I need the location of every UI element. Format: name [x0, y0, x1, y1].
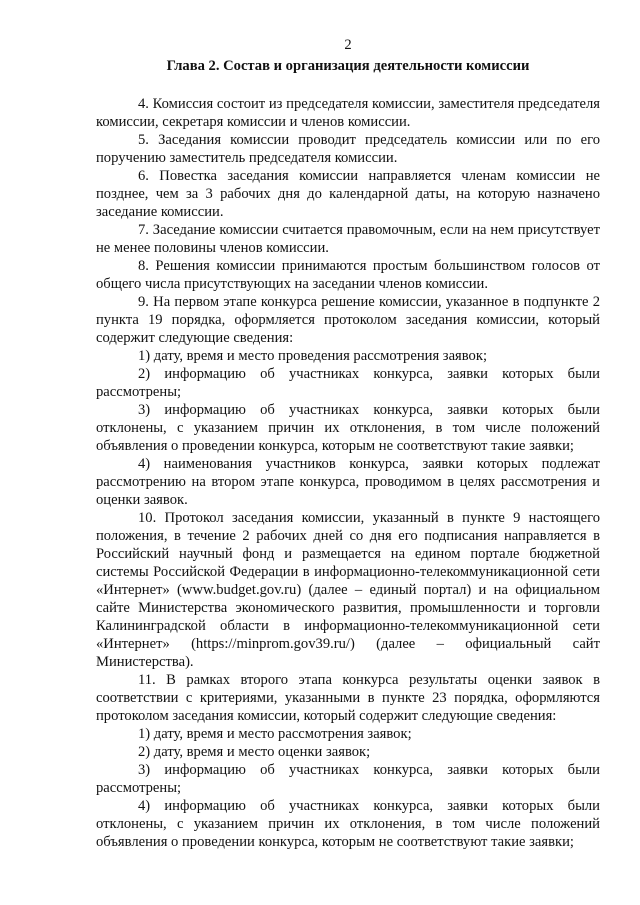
- paragraph-5: 5. Заседания комиссии проводит председатель комиссии или по его поручению заместитель председателя комиссии.: [96, 132, 600, 166]
- paragraph-8: 8. Решения комиссии принимаются простым большинством голосов от общего числа присутствующих на заседании членов комиссии.: [96, 258, 600, 292]
- paragraph-4: 4. Комиссия состоит из председателя комиссии, заместителя председателя комиссии, секретаря комиссии и членов комиссии.: [96, 96, 600, 130]
- paragraph-9-item-2: 2) информацию об участниках конкурса, заявки которых были рассмотрены;: [96, 366, 600, 400]
- paragraph-9: 9. На первом этапе конкурса решение комиссии, указанное в подпункте 2 пункта 19 порядка, оформляется протоколом заседания комиссии, который содержит следующие сведения:: [96, 294, 600, 346]
- paragraph-11-item-1: 1) дату, время и место рассмотрения заявок;: [138, 726, 412, 742]
- chapter-heading: Глава 2. Состав и организация деятельности комиссии: [166, 58, 530, 74]
- page-number: 2: [344, 37, 352, 53]
- paragraph-6: 6. Повестка заседания комиссии направляется членам комиссии не позднее, чем за 3 рабочих дня до календарной даты, на которую назначено заседание комиссии.: [96, 168, 600, 220]
- document-page: [96, 36, 600, 851]
- paragraph-7: 7. Заседание комиссии считается правомочным, если на нем присутствует не менее половины членов комиссии.: [96, 222, 600, 256]
- paragraph-10: 10. Протокол заседания комиссии, указанный в пункте 9 настоящего положения, в течение 2 рабочих дней со дня его подписания направляется в Российский научный фонд и размещается на едином портале бюджетной системы Российской Федерации в информационно-телекоммуникационной сети «Интернет» (www.budget.gov.ru) (далее – единый портал) и на официальном сайте Министерства экономического развития, промышленности и торговли Калининградской области в информационно-телекоммуникационной сети «Интернет» (https://minprom.gov39.ru/) (далее – официальный сайт Министерства).: [96, 510, 600, 670]
- paragraph-11-item-3: 3) информацию об участниках конкурса, заявки которых были рассмотрены;: [96, 762, 600, 796]
- paragraph-9-item-1: 1) дату, время и место проведения рассмотрения заявок;: [138, 348, 487, 364]
- paragraph-9-item-4: 4) наименования участников конкурса, заявки которых подлежат рассмотрению на втором этапе конкурса, проводимом в целях рассмотрения и оценки заявок.: [96, 456, 600, 508]
- paragraph-11-item-2: 2) дату, время и место оценки заявок;: [138, 744, 371, 760]
- paragraph-11-item-4: 4) информацию об участниках конкурса, заявки которых были отклонены, с указанием причин их отклонения, в том числе положений объявления о проведении конкурса, которым не соответствуют такие заявки;: [96, 798, 600, 850]
- paragraph-11: 11. В рамках второго этапа конкурса результаты оценки заявок в соответствии с критериями, указанными в пункте 23 порядка, оформляются протоколом заседания комиссии, который содержит следующие сведения:: [96, 672, 600, 724]
- paragraph-9-item-3: 3) информацию об участниках конкурса, заявки которых были отклонены, с указанием причин их отклонения, в том числе положений объявления о проведении конкурса, которым не соответствуют такие заявки;: [96, 402, 600, 454]
